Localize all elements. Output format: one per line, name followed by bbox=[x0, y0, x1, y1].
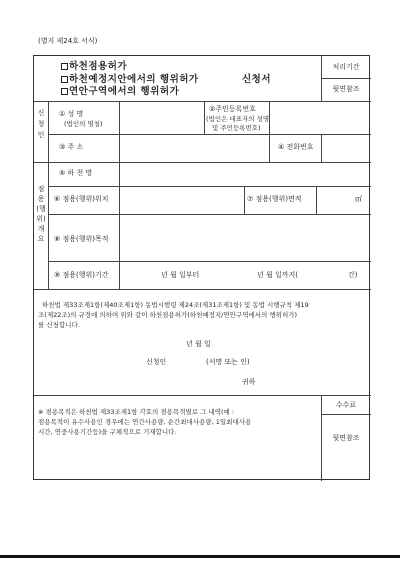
resident-id-field[interactable] bbox=[270, 102, 370, 133]
fee-value: 뒷면참조 bbox=[332, 434, 360, 442]
processing-period-label: 처리기간 bbox=[332, 63, 360, 71]
statement-line-1: 하천법 제33조제1항(제40조제1항) 동법시행령 제24조(제31조제1항) 및 동법 시행규칙 제19 bbox=[42, 301, 309, 309]
processing-period-value: 뒷면참조 bbox=[332, 85, 360, 93]
area-field[interactable] bbox=[317, 187, 360, 213]
form-number-note: (별지 제24호 서식) bbox=[38, 37, 98, 45]
application-form bbox=[33, 55, 370, 480]
period-label: ⑨ 점용(행위)기간 bbox=[54, 271, 109, 279]
occupancy-section-label: 점용(행위)개요 bbox=[36, 185, 46, 243]
footnote-line-3: 시간, 연중사용기간등)을 구체적으로 기재합니다. bbox=[38, 428, 177, 436]
purpose-field[interactable] bbox=[120, 215, 370, 260]
title-option-reserved-area: 하천예정지안에서의 행위허가 bbox=[61, 75, 199, 85]
phone-label: ④ 전화번호 bbox=[278, 143, 314, 151]
signature-note[interactable]: (서명 또는 인) bbox=[206, 358, 250, 366]
name-sub-label: (법인의 명칭) bbox=[64, 120, 103, 128]
checkbox[interactable] bbox=[61, 63, 68, 70]
location-field[interactable] bbox=[120, 187, 243, 213]
statement-line-2: 조(제22조)의 규정에 의하여 위와 같이 하천점용허가(하천예정지/연안구역에서의 행위허가) bbox=[38, 311, 298, 319]
addressee: 귀하 bbox=[242, 378, 256, 386]
area-unit: ㎡ bbox=[355, 195, 362, 203]
phone-field[interactable] bbox=[324, 135, 370, 161]
checkbox[interactable] bbox=[61, 76, 68, 83]
period-duration-close: 간) bbox=[348, 271, 358, 279]
resident-id-sub1: (법인은 대표자의 성명 bbox=[206, 115, 270, 123]
period-from[interactable]: 년 월 일부터 bbox=[161, 271, 200, 279]
name-label: ① 성 명 bbox=[59, 110, 84, 118]
resident-id-label: ②주민등록번호 bbox=[209, 105, 256, 113]
statement-line-3: 를 신청합니다. bbox=[38, 321, 80, 329]
purpose-label: ⑧ 점용(행위)목적 bbox=[54, 235, 109, 243]
name-field[interactable] bbox=[120, 102, 203, 133]
title-suffix: 신청서 bbox=[242, 74, 272, 85]
period-to[interactable]: 년 월 일까지( bbox=[257, 271, 298, 279]
application-date[interactable]: 년 월 일 bbox=[186, 340, 211, 348]
address-field[interactable] bbox=[120, 135, 268, 161]
title-option-coastal-area: 연안구역에서의 행위허가 bbox=[61, 87, 179, 97]
resident-id-sub2: 및 주민등록번호) bbox=[212, 124, 261, 132]
title-option-river-occupancy: 하천점용허가 bbox=[61, 62, 127, 72]
applicant-signature-label: 신청인 bbox=[146, 358, 167, 366]
fee-label: 수수료 bbox=[335, 401, 357, 409]
page-bottom-rule bbox=[0, 555, 400, 558]
checkbox[interactable] bbox=[61, 88, 68, 95]
river-name-label: ⑤ 하 천 명 bbox=[59, 169, 93, 177]
applicant-section-label: 신청인 bbox=[37, 109, 45, 139]
footnote-line-1: ※ 점용목적은 하천법 제33조제1항 각호의 점용목적별로 그 내역(예 : bbox=[38, 408, 235, 416]
location-label: ⑥ 점용(행위)위치 bbox=[54, 195, 109, 203]
address-label: ③ 주 소 bbox=[59, 143, 84, 151]
river-name-field[interactable] bbox=[120, 163, 370, 185]
area-label: ⑦ 점용(행위)면적 bbox=[247, 195, 302, 203]
footnote-line-2: 점용목적이 유수사용인 경우에는 연간사용량, 순간최대사용량, 1일최대사용 bbox=[38, 418, 252, 426]
